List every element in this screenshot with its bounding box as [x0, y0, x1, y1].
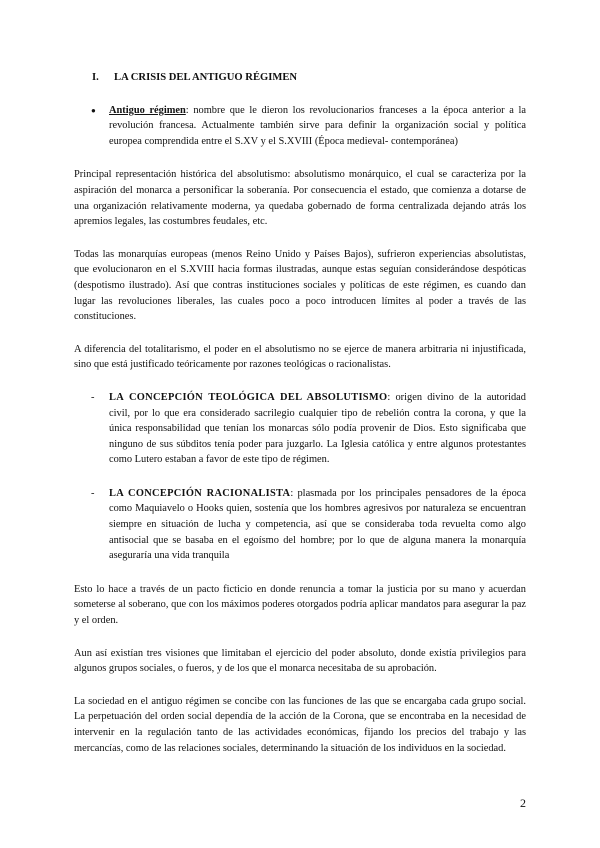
paragraph-monarquias: Todas las monarquías europeas (menos Reino Unido y Países Bajos), sufrieron experiencias absolutistas, que evolucionaron en el S.XVIII hacia formas ilustradas, aunque estas seguían considerándose despóticas (despotismo ilustrado). Así que contras instituciones sociales y políticas de este régimen, es cuando dan lugar las revoluciones liberales, las cuales poco a poco introducen límites al poder a través de las constituciones. [74, 248, 526, 323]
concept-racionalista [74, 486, 526, 564]
definition-text: : nombre que le dieron los revolucionarios franceses a la época anterior a la revolución francesa. Actualmente también sirve para definir la organización social y política europea comprendida entre el S.XV y el S.XVIII (Época medieval- contemporánea) [109, 104, 526, 147]
concept-title: LA CONCEPCIÓN TEOLÓGICA DEL ABSOLUTISMO [109, 391, 388, 403]
section-title: LA CRISIS DEL ANTIGUO RÉGIMEN [114, 72, 298, 83]
definition-bullet [74, 103, 526, 150]
dash-marker: - [91, 487, 95, 499]
paragraph-absolutismo: Principal representación histórica del absolutismo: absolutismo monárquico, el cual se caracteriza por la aspiración del monarca a personificar la soberanía. Por consecuencia el estado, que comienza a dotarse de una organización relativamente moderna, ya quedaba gobernado de forma centralizada dejando atrás los apremios legales, las costumbres feudales, etc. [74, 169, 526, 228]
page-number: 2 [520, 796, 526, 810]
bullet-dot-icon: ● [91, 105, 96, 115]
section-heading [92, 70, 526, 86]
dash-marker: - [91, 391, 95, 403]
paragraph-visiones: Aun así existían tres visiones que limitaban el ejercicio del poder absoluto, donde existía privilegios para algunos grupos sociales, o fueros, y de los que el monarca necesitaba de su aprobación. [74, 647, 526, 675]
section-number: I. [92, 72, 99, 83]
concept-text: : origen divino de la autoridad civil, por lo que era considerado sacrilegio cualquier tipo de rebelión contra la corona, y que la única responsabilidad que tenían los monarcas sólo podía provenir de Dios. Esto significaba que ninguno de sus súbditos tenía poder para juzgarlo. La Iglesia católica y entre algunos protestantes como Lutero estaban a favor de este tipo de régimen. [109, 391, 526, 466]
concept-teologica [74, 390, 526, 468]
page-content [74, 70, 526, 773]
concept-text: : plasmada por los principales pensadores de la época como Maquiavelo o Hooks quien, sostenía que los hombres agresivos por naturaleza se encuentran siempre en situación de lucha y competencia, así que se consideraba toda revuelta como algo antisocial que se basaba en el egoísmo del hombre; por lo que de alguna manera la monarquía aseguraría una vida tranquila [109, 487, 527, 562]
paragraph-totalitarismo: A diferencia del totalitarismo, el poder en el absolutismo no se ejerce de manera arbitraria ni injustificada, sino que está justificado teóricamente por razones teológicas o racionalistas. [74, 343, 526, 371]
paragraph-pacto: Esto lo hace a través de un pacto ficticio en donde renuncia a tomar la justicia por su mano y acuerdan someterse al soberano, que con los máximos poderes otorgados podría aplicar mandatos para asegurar la paz y el orden. [74, 583, 526, 627]
paragraph-sociedad: La sociedad en el antiguo régimen se concibe con las funciones de las que se encargaba cada grupo social. La perpetuación del orden social dependía de la acción de la Corona, que se encontraba en la necesidad de intervenir en la regulación tanto de las actividades económicas, fijando los precios del trabajo y las mercancías, como de las relaciones sociales, determinando la situación de los individuos en la sociedad. [74, 695, 526, 754]
definition-term: Antiguo régimen [109, 104, 186, 116]
concept-title: LA CONCEPCIÓN RACIONALISTA [109, 487, 291, 499]
